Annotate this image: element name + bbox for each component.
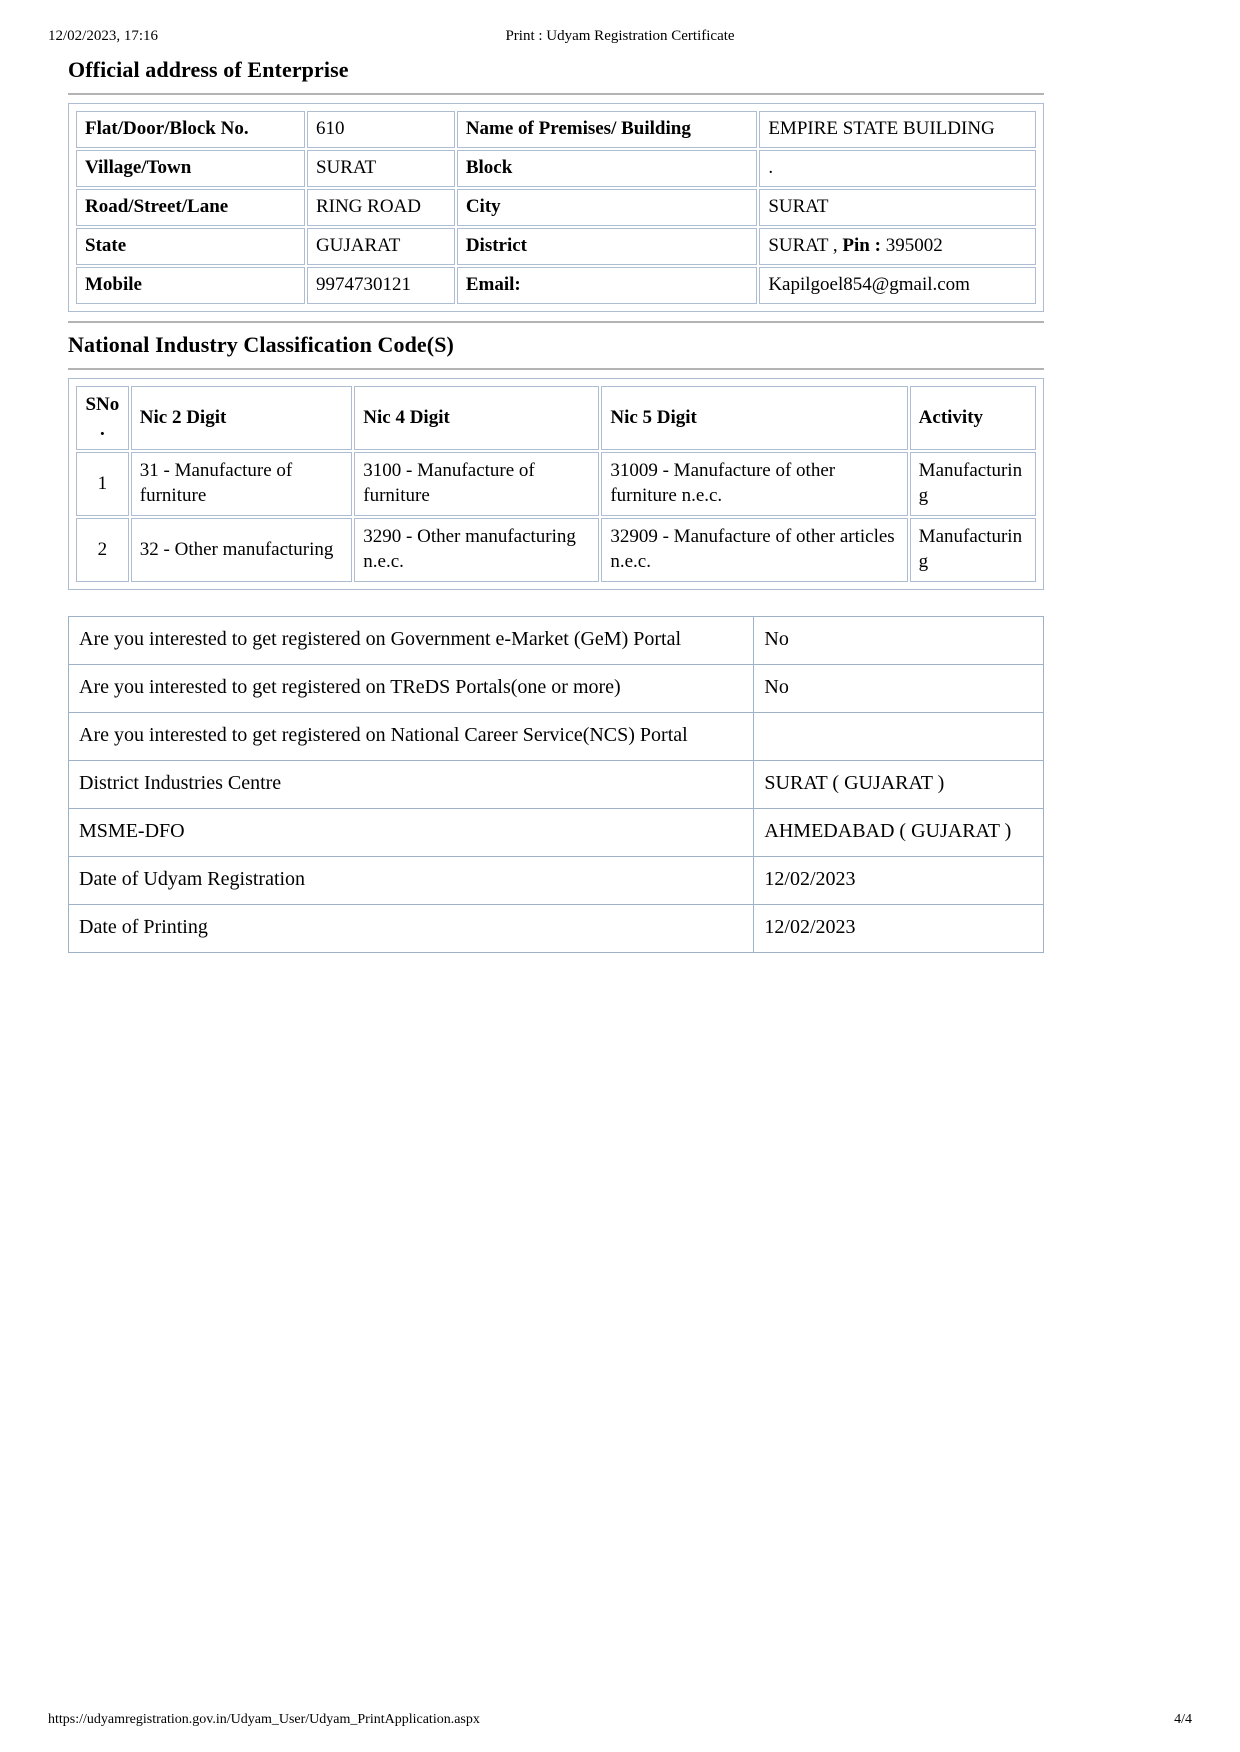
address-value-district <box>759 228 1036 265</box>
nic-col-sno: SNo. <box>76 386 129 450</box>
table-row <box>69 617 1044 665</box>
print-header <box>48 26 1192 46</box>
table-row <box>69 905 1044 953</box>
detail-value-dic: SURAT ( GUJARAT ) <box>754 761 1044 809</box>
table-row <box>69 809 1044 857</box>
address-value-village: SURAT <box>307 150 455 187</box>
detail-value-treds: No <box>754 665 1044 713</box>
print-timestamp: 12/02/2023, 17:16 <box>48 28 159 44</box>
detail-value-gem: No <box>754 617 1044 665</box>
address-section-heading: Official address of Enterprise <box>68 57 349 82</box>
nic-row2-nic2: 32 - Other manufacturing <box>131 518 353 582</box>
nic-col-activity: Activity <box>910 386 1036 450</box>
nic-row1-nic4: 3100 - Manufacture of furniture <box>354 452 599 516</box>
table-row <box>69 713 1044 761</box>
table-row <box>69 665 1044 713</box>
table-row <box>69 857 1044 905</box>
address-value-mobile: 9974730121 <box>307 267 455 304</box>
address-value-state: GUJARAT <box>307 228 455 265</box>
address-label-premises: Name of Premises/ Building <box>457 111 758 148</box>
address-value-flat: 610 <box>307 111 455 148</box>
nic-col-nic2: Nic 2 Digit <box>131 386 353 450</box>
address-value-road: RING ROAD <box>307 189 455 226</box>
nic-row1-sno: 1 <box>76 452 129 516</box>
section-divider <box>68 93 1044 95</box>
detail-label-gem: Are you interested to get registered on Government e-Market (GeM) Portal <box>69 617 754 665</box>
address-table-panel <box>68 103 1044 312</box>
nic-section-heading: National Industry Classification Code(S) <box>68 332 454 357</box>
table-row <box>76 228 1036 265</box>
address-label-city: City <box>457 189 758 226</box>
pin-label: Pin : <box>842 235 881 256</box>
pin-value: 395002 <box>880 235 943 256</box>
detail-value-msme-dfo: AHMEDABAD ( GUJARAT ) <box>754 809 1044 857</box>
table-row <box>76 111 1036 148</box>
print-document-title: Print : Udyam Registration Certificate <box>505 28 735 44</box>
nic-row1-nic2: 31 - Manufacture of furniture <box>131 452 353 516</box>
details-table <box>68 616 1044 953</box>
nic-row1-activity: Manufacturing <box>910 452 1036 516</box>
detail-label-registration-date: Date of Udyam Registration <box>69 857 754 905</box>
address-label-block: Block <box>457 150 758 187</box>
nic-row2-sno: 2 <box>76 518 129 582</box>
address-label-email: Email: <box>457 267 758 304</box>
print-footer-url: https://udyamregistration.gov.in/Udyam_User/Udyam_PrintApplication.aspx <box>48 1712 480 1727</box>
table-row <box>76 189 1036 226</box>
address-label-road: Road/Street/Lane <box>76 189 305 226</box>
district-name: SURAT , <box>768 235 843 256</box>
address-label-state: State <box>76 228 305 265</box>
print-footer <box>48 1710 1192 1730</box>
address-label-flat: Flat/Door/Block No. <box>76 111 305 148</box>
detail-value-printing-date: 12/02/2023 <box>754 905 1044 953</box>
section-divider <box>68 368 1044 370</box>
content-column <box>68 50 1044 953</box>
detail-value-ncs <box>754 713 1044 761</box>
address-value-email: Kapilgoel854@gmail.com <box>759 267 1036 304</box>
address-label-mobile: Mobile <box>76 267 305 304</box>
section-divider <box>68 321 1044 323</box>
table-header-row <box>76 386 1036 450</box>
address-value-premises: EMPIRE STATE BUILDING <box>759 111 1036 148</box>
table-row <box>76 267 1036 304</box>
nic-table <box>74 384 1038 584</box>
address-value-block: . <box>759 150 1036 187</box>
address-table <box>74 109 1038 306</box>
address-label-village: Village/Town <box>76 150 305 187</box>
print-footer-page-number: 4/4 <box>1174 1712 1192 1727</box>
nic-table-panel <box>68 378 1044 590</box>
address-value-city: SURAT <box>759 189 1036 226</box>
detail-label-msme-dfo: MSME-DFO <box>69 809 754 857</box>
address-label-district: District <box>457 228 758 265</box>
table-row <box>69 761 1044 809</box>
detail-value-registration-date: 12/02/2023 <box>754 857 1044 905</box>
detail-label-dic: District Industries Centre <box>69 761 754 809</box>
detail-label-printing-date: Date of Printing <box>69 905 754 953</box>
table-row <box>76 150 1036 187</box>
nic-col-nic4: Nic 4 Digit <box>354 386 599 450</box>
detail-label-ncs: Are you interested to get registered on National Career Service(NCS) Portal <box>69 713 754 761</box>
nic-row1-nic5: 31009 - Manufacture of other furniture n.e.c. <box>601 452 907 516</box>
nic-row2-nic5: 32909 - Manufacture of other articles n.e.c. <box>601 518 907 582</box>
nic-row2-activity: Manufacturing <box>910 518 1036 582</box>
nic-col-nic5: Nic 5 Digit <box>601 386 907 450</box>
detail-label-treds: Are you interested to get registered on TReDS Portals(one or more) <box>69 665 754 713</box>
nic-row2-nic4: 3290 - Other manufacturing n.e.c. <box>354 518 599 582</box>
table-row <box>76 452 1036 516</box>
table-row <box>76 518 1036 582</box>
